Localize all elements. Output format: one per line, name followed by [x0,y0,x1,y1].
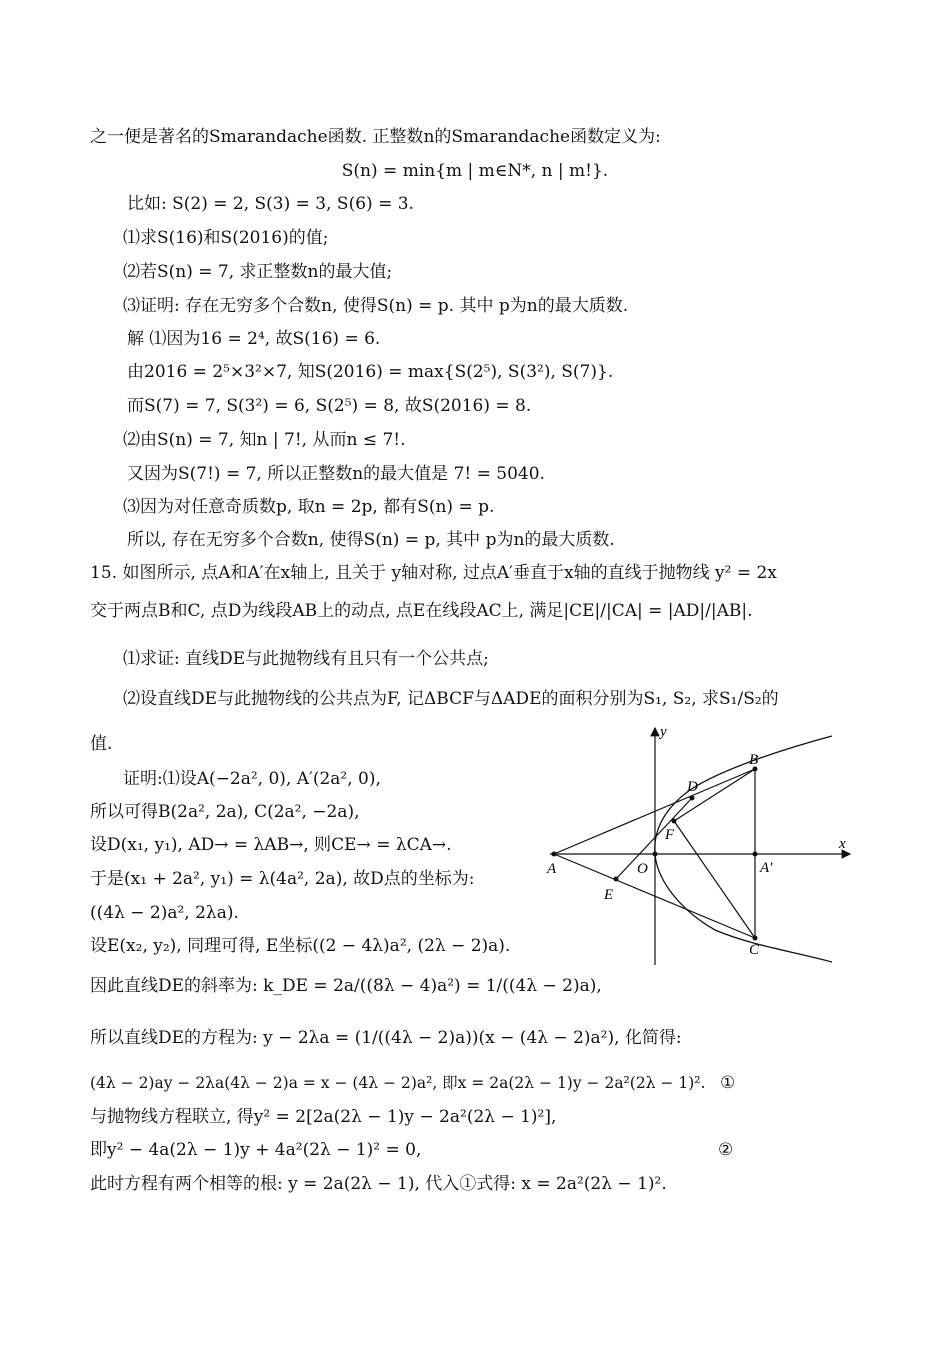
label-F: F [665,827,675,843]
equation-marker-2: ② [718,1140,734,1160]
label-x: x [839,836,846,852]
solution-line: 所以, 存在无穷多个合数n, 使得S(n) = p, 其中 p为n的最大质数. [127,530,615,550]
proof-line: 即y² − 4a(2λ − 1)y + 4a²(2λ − 1)² = 0, [90,1140,422,1160]
label-E: E [604,887,614,903]
point-F [672,819,677,824]
proof-line: 因此直线DE的斜率为: k_DE = 2a/((8λ − 4)a²) = 1/((4λ − 2)a), [90,976,602,996]
problem-15-part-2: ⑵设直线DE与此抛物线的公共点为F, 记ΔBCF与ΔADE的面积分别为S₁, S₂, 求S₁/S₂的 [123,689,779,709]
label-A: A [547,861,557,877]
question-part-1: ⑴求S(16)和S(2016)的值; [123,228,329,248]
proof-line: 于是(x₁ + 2a², y₁) = λ(4a², 2a), 故D点的坐标为: [90,869,475,889]
parabola [655,736,832,962]
proof-line: 设D(x₁, y₁), AD→ = λAB→, 则CE→ = λCA→. [90,835,452,855]
parabola-figure [540,720,860,970]
label-O: O [637,861,648,877]
proof-line: ((4λ − 2)a², 2λa). [90,903,239,923]
label-B: B [749,752,759,768]
label-D: D [687,779,698,795]
point-C [753,936,758,941]
question-part-3: ⑶证明: 存在无穷多个合数n, 使得S(n) = p. 其中 p为n的最大质数. [123,296,629,316]
label-A-prime: A′ [760,860,773,876]
problem-15-part-1: ⑴求证: 直线DE与此抛物线有且只有一个公共点; [123,649,489,669]
line-DE [616,798,692,879]
proof-line: 设E(x₂, y₂), 同理可得, E坐标((2 − 4λ)a², (2λ − 2)a). [90,936,511,956]
solution-line: ⑵由S(n) = 7, 知n | 7!, 从而n ≤ 7!. [123,430,406,450]
point-A [552,852,557,857]
question-part-2: ⑵若S(n) = 7, 求正整数n的最大值; [123,262,393,282]
solution-line: 由2016 = 2⁵×3²×7, 知S(2016) = max{S(2⁵), S(3²), S(7)}. [127,362,614,382]
point-A-prime [753,852,758,857]
point-E [614,877,619,882]
proof-line: (4λ − 2)ay − 2λa(4λ − 2)a = x − (4λ − 2)a², 即x = 2a(2λ − 1)y − 2a²(2λ − 1)². [90,1074,706,1092]
text-line: 值. [90,734,113,754]
text-line: 比如: S(2) = 2, S(3) = 3, S(6) = 3. [127,194,414,214]
proof-line: 此时方程有两个相等的根: y = 2a(2λ − 1), 代入①式得: x = 2a²(2λ − 1)². [90,1174,667,1194]
point-O [653,852,658,857]
proof-line: 证明:⑴设A(−2a², 0), A′(2a², 0), [123,769,381,789]
solution-line: 解 ⑴因为16 = 2⁴, 故S(16) = 6. [127,329,381,349]
text-line: 之一便是著名的Smarandache函数. 正整数n的Smarandache函数定义为: [90,127,661,147]
solution-line: ⑶因为对任意奇质数p, 取n = 2p, 都有S(n) = p. [123,497,495,517]
label-y: y [660,724,667,740]
solution-line: 又因为S(7!) = 7, 所以正整数n的最大值是 7! = 5040. [127,464,545,484]
solution-line: 而S(7) = 7, S(3²) = 6, S(2⁵) = 8, 故S(2016) = 8. [127,396,532,416]
proof-line: 所以可得B(2a², 2a), C(2a², −2a), [90,802,360,822]
label-C: C [749,942,760,958]
problem-15-statement: 15. 如图所示, 点A和A′在x轴上, 且关于 y轴对称, 过点A′垂直于x轴的直线于抛物线 y² = 2x [90,563,777,583]
proof-line: 与抛物线方程联立, 得y² = 2[2a(2λ − 1)y − 2a²(2λ − 1)²], [90,1107,557,1127]
proof-line: 所以直线DE的方程为: y − 2λa = (1/((4λ − 2)a))(x − (4λ − 2)a²), 化简得: [90,1028,682,1048]
equation-marker-1: ① [720,1073,736,1093]
formula-smarandache: S(n) = min{m | m∈N*, n | m!}. [341,161,609,181]
point-D [690,796,695,801]
problem-15-statement: 交于两点B和C, 点D为线段AB上的动点, 点E在线段AC上, 满足|CE|/|CA| = |AD|/|AB|. [90,601,753,621]
